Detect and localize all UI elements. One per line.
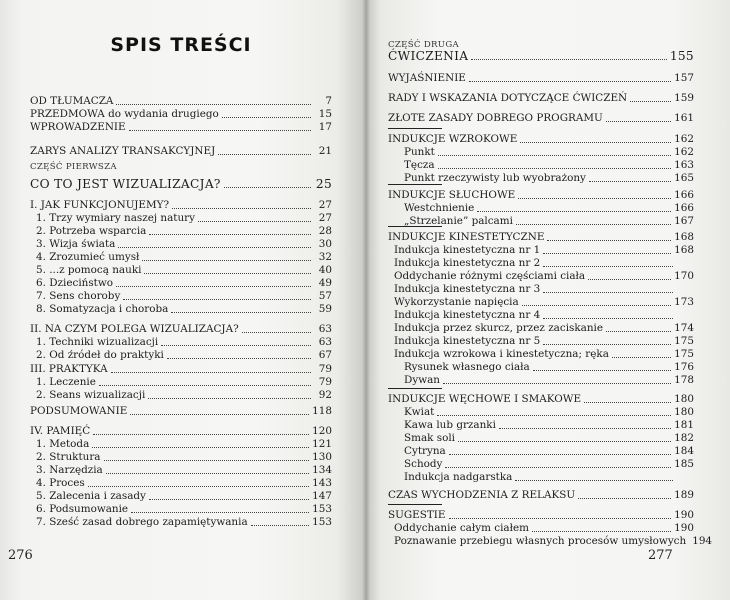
toc-entry-page: 49 (318, 277, 332, 289)
toc-entry (30, 251, 332, 264)
toc-entry-page: 92 (318, 389, 332, 401)
toc-entry (30, 363, 332, 376)
dot-leader (149, 498, 309, 500)
toc-entry-page: 178 (674, 374, 694, 386)
toc-entry-page: 57 (318, 290, 332, 302)
dot-leader (449, 517, 672, 519)
toc-entry (388, 335, 694, 348)
toc-entry-title: INDUKCJE KINESTETYCZNE (388, 231, 545, 243)
toc-entry-page: 79 (318, 376, 332, 388)
toc-entry-title: Smak soli (404, 432, 455, 444)
toc-entry-title: Indukcja kinestetyczna nr 2 (394, 257, 541, 269)
toc-entry-page: 17 (318, 121, 332, 133)
dot-leader (458, 440, 671, 442)
dot-leader (515, 479, 673, 481)
page-number-right: 277 (648, 548, 673, 563)
toc-entry-title: 7. Sens choroby (36, 290, 121, 302)
toc-entry (388, 445, 694, 458)
toc-entry-page: 161 (674, 112, 694, 124)
toc-entry-page: 25 (315, 177, 332, 191)
dot-leader (443, 382, 671, 384)
toc-entry-title: Cytryna (404, 445, 446, 457)
dot-leader (116, 103, 311, 105)
toc-entry-title: 1. Trzy wymiary naszej natury (36, 212, 195, 224)
toc-entry (388, 296, 694, 309)
section-rule (388, 184, 442, 185)
dot-leader (543, 317, 673, 319)
dot-leader (167, 357, 311, 359)
dot-leader (584, 401, 671, 403)
toc-entry (388, 322, 694, 335)
toc-entry (388, 374, 694, 387)
toc-entry-title: ZARYS ANALIZY TRANSAKCYJNEJ (30, 145, 216, 157)
toc-entry (388, 509, 694, 522)
dot-leader (520, 141, 671, 143)
dot-leader (142, 259, 311, 261)
toc-entry-page: 173 (674, 296, 694, 308)
toc-entry-page: 180 (674, 393, 694, 405)
toc-entry-title: 2. Od źródeł do praktyki (36, 349, 164, 361)
dot-leader (437, 414, 671, 416)
dot-leader (149, 233, 311, 235)
dot-leader (533, 369, 671, 371)
toc-entry (388, 406, 694, 419)
toc-entry-title: Westchnienie (404, 202, 475, 214)
right-page (366, 0, 730, 600)
dot-leader (161, 344, 311, 346)
toc-entry-title: RADY I WSKAZANIA DOTYCZĄCE ĆWICZEŃ (388, 92, 628, 104)
toc-entry (30, 108, 332, 121)
toc-entry-title: 5. Zalecenia i zasady (36, 490, 146, 502)
toc-entry-page: 118 (312, 405, 332, 417)
toc-entry-title: WYJAŚNIENIE (388, 72, 466, 84)
toc-entry-title: Dywan (404, 374, 440, 386)
toc-entry-page: 189 (674, 489, 694, 501)
toc-entry-title: 8. Somatyzacja i choroba (36, 303, 169, 315)
toc-entry-title: Kawa lub grzanki (404, 419, 496, 431)
toc-entry (388, 489, 694, 502)
toc-entry-page: 185 (674, 458, 694, 470)
toc-entry-title: II. NA CZYM POLEGA WIZUALIZACJA? (30, 323, 239, 335)
dot-leader (612, 356, 671, 358)
toc-entry (388, 419, 694, 432)
toc-entry-page: 166 (674, 202, 694, 214)
toc-entry (30, 464, 332, 477)
toc-entry-page: 163 (674, 159, 694, 171)
dot-leader (171, 311, 311, 313)
toc-entry-page: 63 (318, 336, 332, 348)
toc-entry-page: 162 (674, 133, 694, 145)
toc-entry-title: 1. Leczenie (36, 376, 96, 388)
toc-entry-page: 157 (674, 72, 694, 84)
toc-entry-title: 2. Potrzeba wsparcia (36, 225, 147, 237)
toc-entry-page: 63 (318, 323, 332, 335)
toc-entry-title: Punkt (404, 146, 435, 158)
toc-entry-page: 170 (674, 270, 694, 282)
toc-entry-page: 175 (674, 335, 694, 347)
toc-entry-page: 21 (318, 145, 332, 157)
toc-entry-title: ZŁOTE ZASADY DOBREGO PROGRAMU (388, 112, 603, 124)
section-rule (388, 128, 442, 129)
dot-leader (172, 207, 311, 209)
toc-entry-title: ĆWICZENIA (388, 49, 469, 63)
toc-entry-title: 1. Techniki wizualizacji (36, 336, 159, 348)
toc-entry (30, 238, 332, 251)
toc-entry (30, 121, 332, 134)
toc-entry-title: Indukcja kinestetyczna nr 1 (394, 244, 541, 256)
toc-entry-title: SUGESTIE (388, 509, 446, 521)
toc-entry-title: 1. Metoda (36, 438, 90, 450)
toc-entry-title: Indukcja nadgarstka (404, 471, 513, 483)
toc-entry-page: 15 (318, 108, 332, 120)
toc-entry (30, 277, 332, 290)
toc-entry (30, 425, 332, 438)
toc-entry-title: 7. Sześć zasad dobrego zapamiętywania (36, 516, 248, 528)
toc-entry (388, 202, 694, 215)
toc-entry-page: 120 (312, 425, 332, 437)
dot-leader (543, 291, 673, 293)
toc-entry-title: Tęcza (404, 159, 435, 171)
toc-entry-page: 27 (318, 199, 332, 211)
toc-entry-page: 181 (674, 419, 694, 431)
toc-entry-page: 28 (318, 225, 332, 237)
dot-leader (630, 100, 671, 102)
toc-entry-page: 190 (674, 509, 694, 521)
toc-entry (30, 323, 332, 336)
toc-entry (30, 336, 332, 349)
dot-leader (104, 459, 310, 461)
toc-entry-page: 168 (674, 244, 694, 256)
toc-entry-title: Wykorzystanie napięcia (394, 296, 519, 308)
dot-leader (522, 304, 671, 306)
toc-entry (388, 112, 694, 125)
toc-entry-page: 168 (674, 231, 694, 243)
toc-entry-title: Indukcja wzrokowa i kinestetyczna; ręka (394, 348, 609, 360)
toc-entry-title: I. JAK FUNKCJONUJEMY? (30, 199, 170, 211)
toc-entry-page: 184 (674, 445, 694, 457)
toc-entry-page: 165 (674, 172, 694, 184)
toc-entry-page: 79 (318, 363, 332, 375)
toc-entry (388, 92, 694, 105)
toc-entry-title: INDUKCJE SŁUCHOWE (388, 189, 516, 201)
toc-entry (388, 146, 694, 159)
dot-leader (543, 343, 671, 345)
dot-leader (438, 154, 671, 156)
toc-entry (30, 389, 332, 402)
toc-entry (30, 477, 332, 490)
toc-entry-page: 27 (318, 212, 332, 224)
toc-entry-title: INDUKCJE WĘCHOWE I SMAKOWE (388, 393, 582, 405)
toc-entry (388, 283, 694, 296)
dot-leader (547, 239, 671, 241)
toc-entry-page: 147 (312, 490, 332, 502)
toc-entry-page: 180 (674, 406, 694, 418)
toc-entry (30, 451, 332, 464)
toc-entry-page: 194 (692, 535, 713, 547)
toc-entry (388, 159, 694, 172)
toc-entry-title: Indukcja kinestetyczna nr 3 (394, 283, 541, 295)
toc-entry (30, 303, 332, 316)
toc-entry (388, 458, 694, 471)
toc-entry (30, 264, 332, 277)
toc-entry-title: 2. Seans wizualizacji (36, 389, 146, 401)
dot-leader (445, 466, 671, 468)
toc-entry-title: Indukcja kinestetyczna nr 5 (394, 335, 541, 347)
dot-leader (543, 265, 673, 267)
toc-entry-page: 59 (318, 303, 332, 315)
toc-entry-page: 134 (312, 464, 332, 476)
dot-leader (518, 197, 671, 199)
dot-leader (118, 246, 311, 248)
toc-entry-page: 162 (674, 146, 694, 158)
toc-entry (388, 72, 694, 85)
part-label: CZĘŚĆ DRUGA (388, 40, 459, 50)
toc-entry (30, 212, 332, 225)
toc-entry (30, 405, 332, 418)
toc-entry-title: Poznawanie przebiegu własnych procesów umysłowych (394, 535, 687, 547)
dot-leader (88, 485, 309, 487)
toc-entry (388, 309, 694, 322)
dot-leader (469, 80, 671, 82)
toc-entry (30, 376, 332, 389)
toc-entry (30, 516, 332, 529)
toc-entry-page: 176 (674, 361, 694, 373)
toc-entry (388, 189, 694, 202)
toc-entry-page: 153 (312, 516, 332, 528)
dot-leader (111, 371, 311, 373)
toc-entry (30, 145, 332, 158)
part-label: CZĘŚĆ PIERWSZA (30, 162, 117, 172)
toc-entry-title: Rysunek własnego ciała (404, 361, 530, 373)
toc-entry (388, 348, 694, 361)
toc-entry-page: 153 (312, 503, 332, 515)
dot-leader (92, 446, 309, 448)
toc-entry (388, 50, 694, 63)
dot-leader (123, 298, 311, 300)
toc-entry-title: III. PRAKTYKA (30, 363, 108, 375)
dot-leader (516, 223, 671, 225)
toc-entry-title: 4. Zrozumieć umysł (36, 251, 140, 263)
dot-leader (144, 272, 311, 274)
toc-entry (388, 270, 694, 283)
dot-leader (588, 278, 671, 280)
toc-entry-page: 190 (674, 522, 694, 534)
toc-entry (30, 95, 332, 108)
dot-leader (218, 153, 311, 155)
toc-entry-title: 4. Proces (36, 477, 85, 489)
toc-entry-title: 6. Podsumowanie (36, 503, 129, 515)
toc-entry (30, 178, 332, 191)
toc-entry (30, 438, 332, 451)
dot-leader (198, 220, 311, 222)
toc-title: SPIS TREŚCI (110, 34, 252, 56)
toc-entry (388, 471, 694, 484)
section-rule (388, 226, 442, 227)
toc-entry-page: 167 (674, 215, 694, 227)
dot-leader (93, 433, 309, 435)
dot-leader (471, 58, 666, 60)
toc-entry-page: 40 (318, 264, 332, 276)
dot-leader (242, 331, 311, 333)
toc-entry (30, 490, 332, 503)
dot-leader (131, 511, 309, 513)
toc-entry (30, 503, 332, 516)
dot-leader (606, 120, 671, 122)
toc-entry-title: 5. ...z pomocą nauki (36, 264, 142, 276)
toc-entry-title: PODSUMOWANIE (30, 405, 128, 417)
dot-leader (449, 453, 671, 455)
dot-leader (543, 252, 671, 254)
toc-entry-title: „Strzelanie” palcami (404, 215, 513, 227)
toc-entry-page: 121 (312, 438, 332, 450)
toc-entry (388, 257, 694, 270)
toc-entry (30, 225, 332, 238)
toc-entry (388, 133, 694, 146)
dot-leader (99, 384, 311, 386)
toc-entry-title: IV. PAMIĘĆ (30, 425, 91, 437)
toc-entry-title: PRZEDMOWA do wydania drugiego (30, 108, 219, 120)
dot-leader (222, 116, 311, 118)
dot-leader (532, 530, 671, 532)
toc-entry (388, 231, 694, 244)
toc-entry (30, 199, 332, 212)
dot-leader (438, 167, 672, 169)
toc-entry-title: WPROWADZENIE (30, 121, 126, 133)
dot-leader (106, 472, 309, 474)
page-number-left: 276 (8, 548, 33, 563)
toc-entry-page: 7 (325, 95, 332, 107)
toc-entry-title: Indukcja przez skurcz, przez zaciskanie (394, 322, 603, 334)
toc-entry (388, 393, 694, 406)
dot-leader (477, 210, 671, 212)
toc-entry-title: Schody (404, 458, 443, 470)
dot-leader (589, 180, 671, 182)
toc-entry-title: 3. Wizja świata (36, 238, 116, 250)
toc-entry (388, 361, 694, 374)
toc-entry-title: CZAS WYCHODZENIA Z RELAKSU (388, 489, 576, 501)
toc-entry-title: Indukcja kinestetyczna nr 4 (394, 309, 541, 321)
toc-entry-page: 32 (318, 251, 332, 263)
toc-entry-title: 6. Dzieciństwo (36, 277, 113, 289)
toc-entry-page: 174 (674, 322, 694, 334)
toc-entry-page: 67 (318, 349, 332, 361)
book-gutter (362, 0, 370, 600)
toc-entry-page: 182 (674, 432, 694, 444)
section-rule (388, 504, 442, 505)
toc-entry-title: Oddychanie całym ciałem (394, 522, 529, 534)
dot-leader (224, 186, 311, 188)
toc-entry-page: 175 (674, 348, 694, 360)
toc-entry (388, 522, 694, 535)
toc-entry-page: 130 (312, 451, 332, 463)
toc-entry-title: INDUKCJE WZROKOWE (388, 133, 518, 145)
toc-entry-title: 3. Narzędzia (36, 464, 103, 476)
toc-entry-title: Kwiat (404, 406, 435, 418)
toc-entry-page: 159 (674, 92, 694, 104)
toc-entry (388, 432, 694, 445)
toc-entry-title: 2. Struktura (36, 451, 101, 463)
toc-entry-page: 30 (318, 238, 332, 250)
toc-entry (388, 244, 694, 257)
dot-leader (129, 129, 311, 131)
toc-entry-title: Punkt rzeczywisty lub wyobrażony (404, 172, 586, 184)
dot-leader (578, 497, 671, 499)
dot-leader (606, 330, 671, 332)
section-rule (388, 388, 442, 389)
dot-leader (251, 524, 310, 526)
dot-leader (499, 427, 671, 429)
dot-leader (130, 413, 309, 415)
toc-entry-page: 155 (669, 49, 694, 63)
toc-entry-title: OD TŁUMACZA (30, 95, 114, 107)
toc-entry-title: Oddychanie różnymi częściami ciała (394, 270, 586, 282)
toc-entry (30, 290, 332, 303)
toc-entry (388, 535, 713, 548)
toc-entry (30, 349, 332, 362)
toc-entry-page: 143 (312, 477, 332, 489)
toc-entry-page: 166 (674, 189, 694, 201)
dot-leader (116, 285, 311, 287)
toc-entry-title: CO TO JEST WIZUALIZACJA? (30, 177, 221, 191)
dot-leader (148, 397, 311, 399)
